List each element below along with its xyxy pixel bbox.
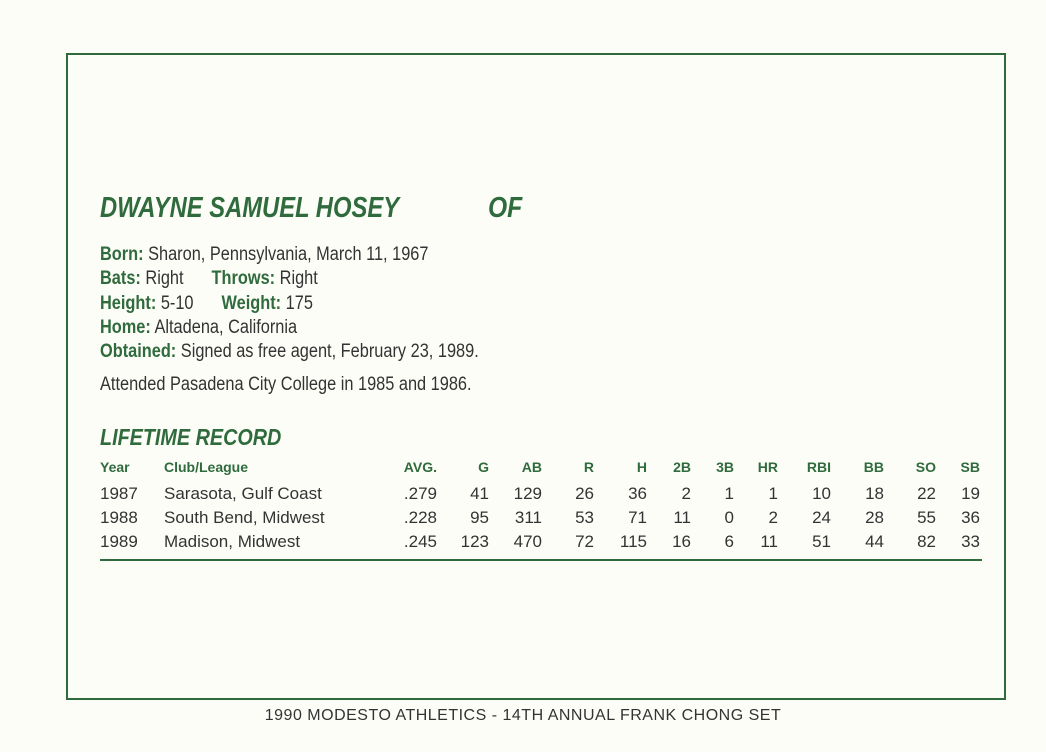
stat-cell-year: 1989 [100,532,138,551]
throws-label: Throws: [211,268,276,290]
column-header-avg: AVG. [403,459,437,475]
home-value: Altadena, California [154,316,298,338]
stat-cell-3b: 1 [724,484,734,503]
column-header-r: R [583,459,594,475]
column-header-so: SO [915,459,936,475]
weight-value: 175 [285,292,313,314]
stat-cell-2b: 16 [672,532,691,551]
column-header-g: G [478,459,489,475]
stat-cell-year: 1987 [100,484,138,503]
born-value: Sharon, Pennsylvania, March 11, 1967 [148,244,429,265]
stat-cell-bb: 18 [865,484,884,503]
height-value: 5-10 [160,292,194,314]
bio-block [100,243,479,364]
stat-cell-hr: 1 [768,484,778,503]
column-header-3b: 3B [716,459,734,475]
column-header-h: H [636,459,647,475]
stat-cell-g: 41 [470,484,489,503]
stat-cell-ab: 129 [513,484,542,503]
record-heading: LIFETIME RECORD [100,424,282,450]
height-label: Height: [100,292,157,314]
stat-cell-sb: 33 [961,532,980,551]
stat-cell-2b: 11 [673,508,691,527]
born-label: Born: [100,244,144,265]
stat-cell-h: 36 [628,484,647,503]
table-row [100,508,982,532]
stat-cell-sb: 19 [961,484,980,503]
stat-cell-so: 82 [917,532,936,551]
stat-cell-sb: 36 [961,508,980,527]
stat-cell-club: Sarasota, Gulf Coast [164,484,322,503]
stat-cell-h: 115 [619,532,647,551]
column-header-ab: AB [521,459,542,475]
player-position: OF [488,192,523,224]
height-weight-line [100,292,479,316]
stat-cell-rbi: 51 [812,532,831,551]
stat-cell-avg: .245 [403,532,437,551]
home-label: Home: [100,316,151,338]
stats-rule [100,559,982,561]
obtained-value: Signed as free agent, February 23, 1989. [180,341,479,363]
stat-cell-r: 53 [575,508,594,527]
stat-cell-h: 71 [628,508,647,527]
stat-cell-2b: 2 [681,484,691,503]
stat-cell-r: 72 [575,532,594,551]
stat-cell-3b: 0 [724,508,734,527]
stat-cell-avg: .279 [403,484,437,503]
weight-label: Weight: [221,292,282,314]
bats-label: Bats: [100,268,141,290]
stat-cell-ab: 470 [513,532,542,551]
bats-value: Right [145,268,184,290]
home-line [100,316,479,340]
table-row [100,532,982,556]
stat-cell-year: 1988 [100,508,138,527]
stat-cell-so: 22 [917,484,936,503]
stat-cell-3b: 6 [724,532,734,551]
obtained-line [100,340,479,364]
column-header-year: Year [100,459,130,475]
stat-cell-club: South Bend, Midwest [164,508,325,527]
stat-cell-g: 95 [470,508,489,527]
stat-cell-g: 123 [460,532,489,551]
bats-throws-line [100,267,479,291]
stat-cell-hr: 11 [760,532,778,551]
column-header-sb: SB [960,459,980,475]
column-header-rbi: RBI [806,459,831,475]
stat-cell-so: 55 [917,508,936,527]
stat-cell-hr: 2 [768,508,778,527]
stat-cell-club: Madison, Midwest [164,532,301,551]
stat-cell-bb: 28 [865,508,884,527]
stat-cell-avg: .228 [403,508,437,527]
stat-cell-r: 26 [575,484,594,503]
obtained-label: Obtained: [100,341,177,363]
stat-cell-bb: 44 [865,532,884,551]
column-header-2b: 2B [673,459,691,475]
column-header-bb: BB [863,459,884,475]
stats-header-row [100,456,982,480]
stat-cell-rbi: 24 [812,508,831,527]
player-name: DWAYNE SAMUEL HOSEY [100,192,400,224]
table-row [100,484,982,508]
footer-text: 1990 MODESTO ATHLETICS - 14TH ANNUAL FRANK CHONG SET [264,707,782,724]
column-header-hr: HR [757,459,778,475]
born-line [100,243,479,267]
throws-value: Right [279,268,318,290]
column-header-club: Club/League [164,459,249,475]
bio-note: Attended Pasadena City College in 1985 and 1986. [100,374,472,395]
stats-table [100,456,982,562]
stat-cell-ab: 311 [514,508,542,527]
stat-cell-rbi: 10 [812,484,831,503]
